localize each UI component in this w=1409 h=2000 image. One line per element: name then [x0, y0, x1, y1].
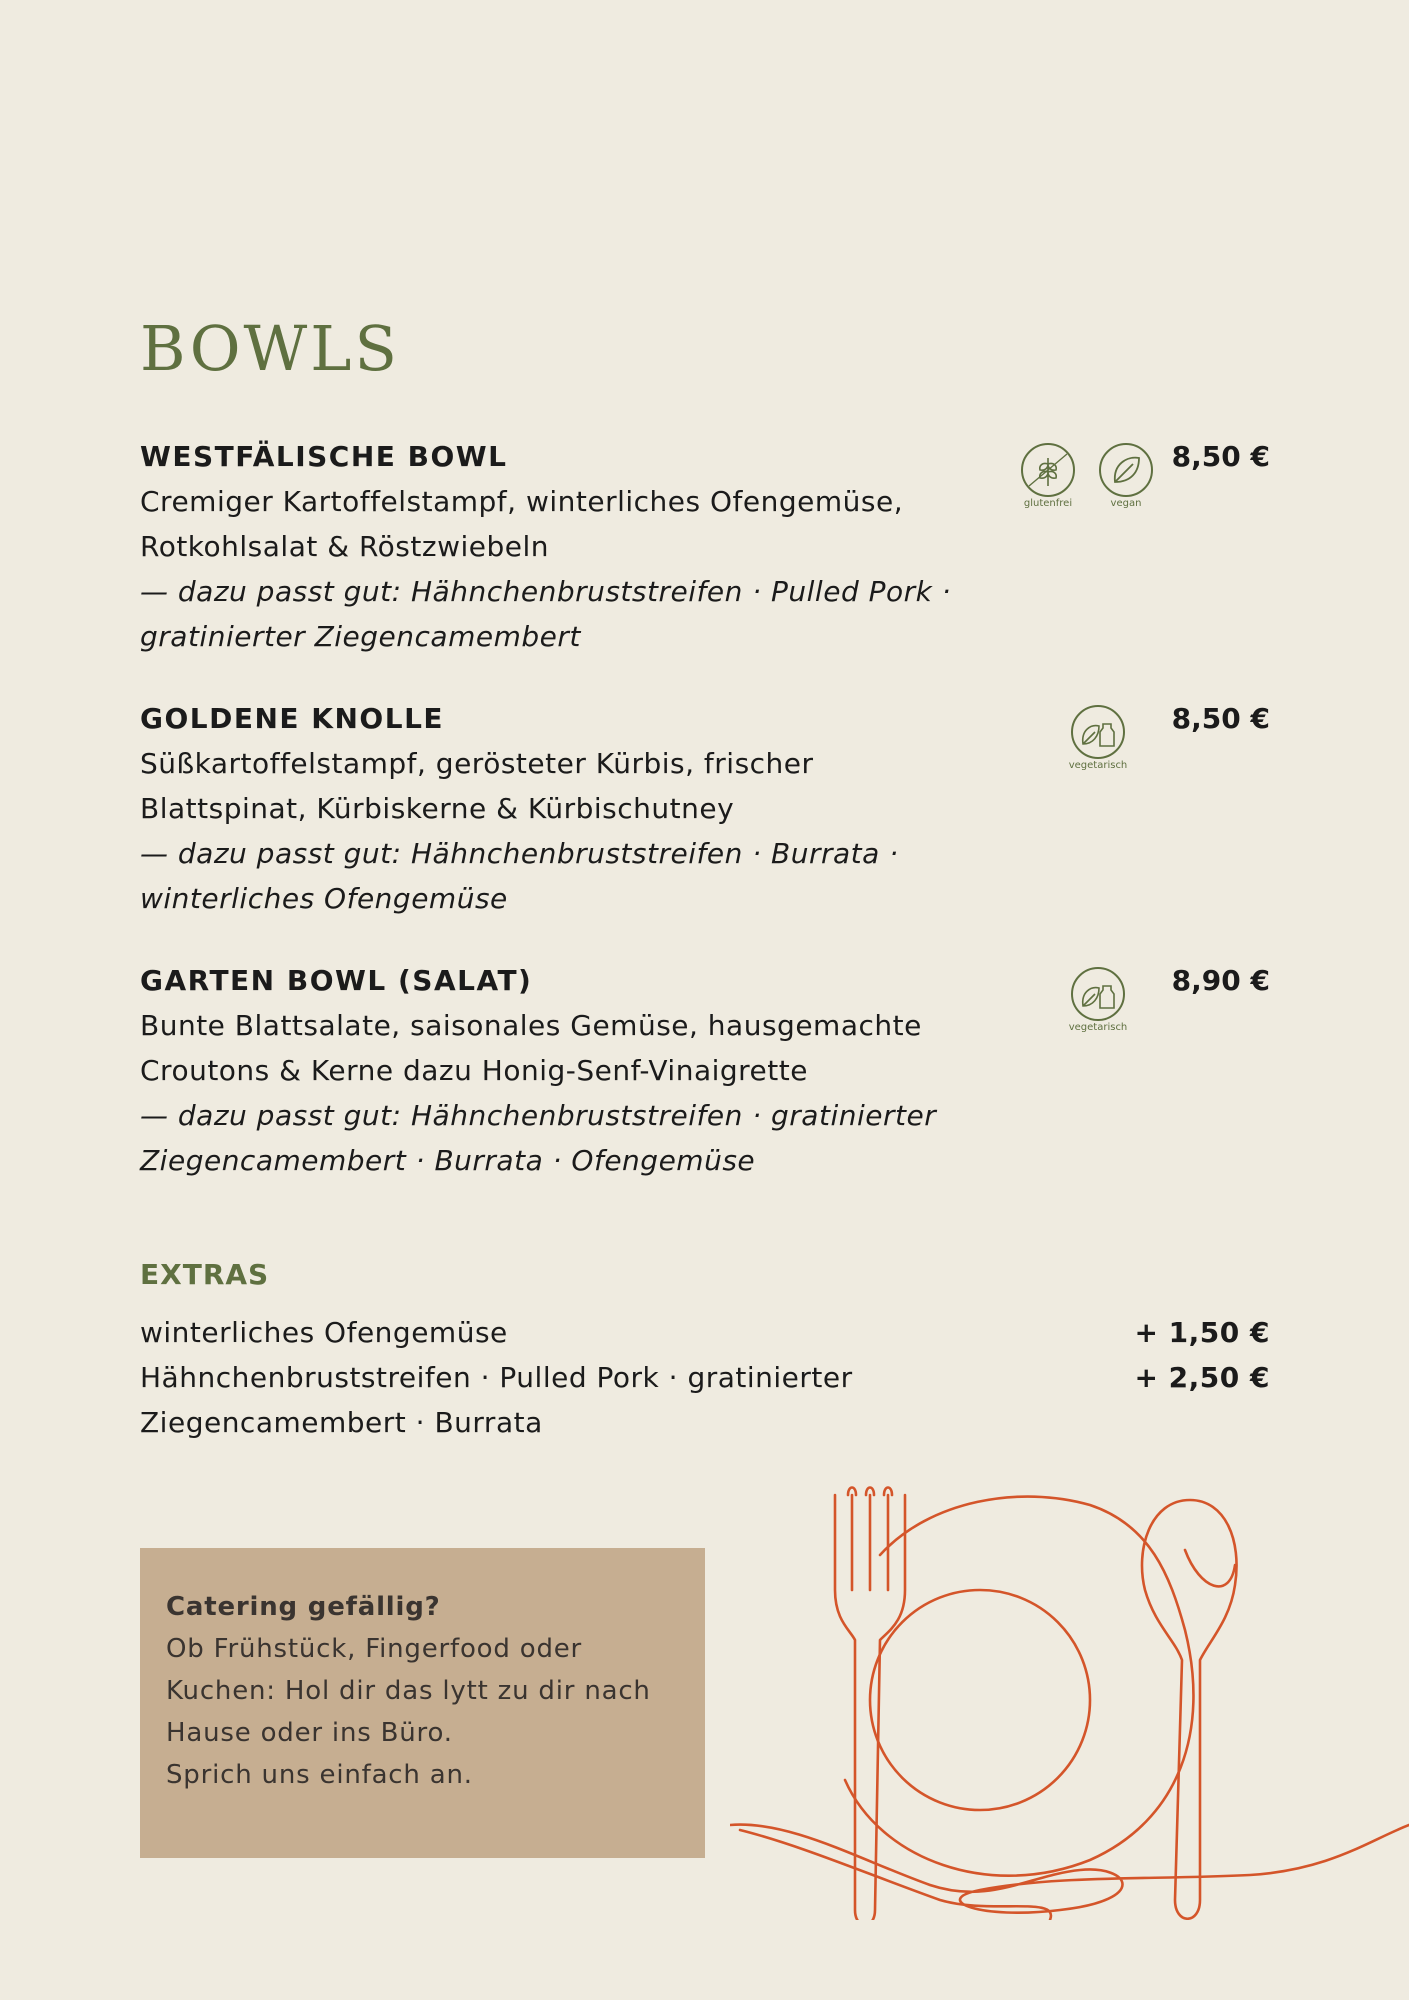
pairing-line: gratinierter Ziegencamembert [140, 620, 581, 653]
extras-title: EXTRAS [140, 1258, 270, 1291]
extra-price: + 1,50 € [1134, 1316, 1270, 1349]
item-pairing [140, 831, 1000, 921]
vegan-badge-icon [1093, 442, 1159, 508]
item-description [140, 479, 1000, 569]
item-price: 8,50 € [1171, 702, 1270, 735]
extra-row [140, 1310, 1270, 1355]
extra-line: winterliches Ofengemüse [140, 1316, 508, 1349]
description-line: Cremiger Kartoffelstampf, winterliches Ofengemüse, [140, 485, 904, 518]
description-line: Bunte Blattsalate, saisonales Gemüse, hausgemachte [140, 1009, 922, 1042]
extra-name [140, 1355, 940, 1445]
catering-line: Kuchen: Hol dir das lytt zu dir nach [166, 1676, 651, 1706]
plate-cutlery-illustration [730, 1480, 1409, 1920]
vegan-label: vegan [1110, 498, 1142, 508]
catering-line: Ob Frühstück, Fingerfood oder [166, 1634, 583, 1664]
item-name: WESTFÄLISCHE BOWL [140, 440, 508, 473]
catering-box [140, 1548, 705, 1858]
item-pairing [140, 569, 1000, 659]
description-line: Rotkohlsalat & Röstzwiebeln [140, 530, 549, 563]
plate-outer-icon [845, 1497, 1193, 1876]
extras-list [140, 1310, 1270, 1445]
menu-item-goldene-knolle [140, 696, 1270, 921]
extra-line: Ziegencamembert · Burrata [140, 1406, 543, 1439]
pairing-line: Ziegencamembert · Burrata · Ofengemüse [140, 1144, 756, 1177]
plate-inner-icon [870, 1590, 1090, 1810]
item-description [140, 1003, 1000, 1093]
extra-price: + 2,50 € [1134, 1361, 1270, 1394]
flourish-icon [730, 1825, 1409, 1913]
glutenfrei-badge-icon [1015, 442, 1081, 508]
description-line: Croutons & Kerne dazu Honig-Senf-Vinaigrette [140, 1054, 808, 1087]
vegetarisch-badge-icon [1065, 704, 1131, 770]
extra-name [140, 1310, 940, 1355]
item-price: 8,50 € [1171, 440, 1270, 473]
vegetarisch-label: vegetarisch [1068, 1022, 1128, 1032]
page-title: BOWLS [140, 312, 400, 385]
extra-row [140, 1355, 1270, 1445]
description-line: Blattspinat, Kürbiskerne & Kürbischutney [140, 792, 735, 825]
item-description [140, 741, 1000, 831]
description-line: Süßkartoffelstampf, gerösteter Kürbis, frischer [140, 747, 814, 780]
vegetarisch-badge-icon [1065, 966, 1131, 1032]
menu-item-garten-bowl [140, 958, 1270, 1183]
catering-line: Sprich uns einfach an. [166, 1760, 473, 1790]
glutenfrei-label: glutenfrei [1023, 498, 1073, 508]
item-pairing [140, 1093, 1000, 1183]
catering-line: Hause oder ins Büro. [166, 1718, 453, 1748]
menu-item-westfaelische-bowl [140, 434, 1270, 659]
pairing-line: winterliches Ofengemüse [140, 882, 508, 915]
pairing-line: — dazu passt gut: Hähnchenbruststreifen · Pulled Pork · [140, 575, 952, 608]
vegetarisch-label: vegetarisch [1068, 760, 1128, 770]
item-name: GARTEN BOWL (SALAT) [140, 964, 533, 997]
catering-title: Catering gefällig? [166, 1592, 441, 1622]
item-name: GOLDENE KNOLLE [140, 702, 445, 735]
extra-line: Hähnchenbruststreifen · Pulled Pork · gratinierter [140, 1361, 853, 1394]
item-price: 8,90 € [1171, 964, 1270, 997]
spoon-icon [1142, 1500, 1237, 1919]
pairing-line: — dazu passt gut: Hähnchenbruststreifen · gratinierter [140, 1099, 937, 1132]
pairing-line: — dazu passt gut: Hähnchenbruststreifen · Burrata · [140, 837, 899, 870]
